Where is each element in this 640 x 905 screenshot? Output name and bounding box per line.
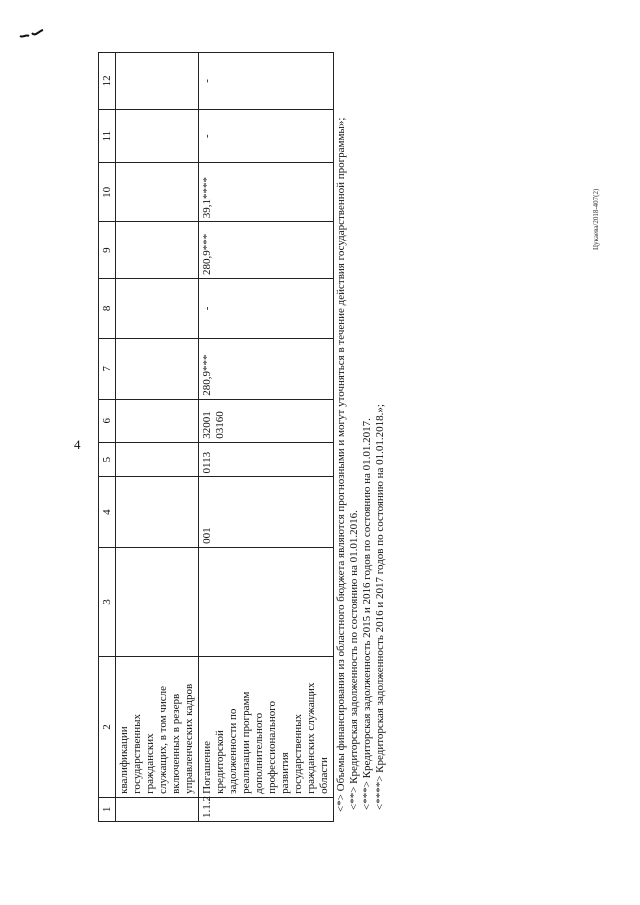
name-line: кредиторской: [214, 730, 226, 794]
name-line: реализации программ: [240, 691, 252, 794]
table-cell: [116, 53, 199, 110]
name-line: квалификации: [118, 726, 130, 794]
column-header: 5: [99, 442, 116, 477]
column-header: 9: [99, 222, 116, 279]
table-cell: [116, 278, 199, 338]
program-table: [98, 52, 334, 822]
code-cell: 0113: [199, 442, 334, 477]
footnotes: [335, 52, 387, 822]
column-header: 10: [99, 163, 116, 222]
column-header: 4: [99, 477, 116, 547]
column-header: 3: [99, 547, 116, 656]
table-cell: [116, 442, 199, 477]
amount-cell: 39,1****: [199, 163, 334, 222]
column-header: 7: [99, 338, 116, 399]
table-cell: [116, 547, 199, 656]
name-line: гражданских служащих: [305, 682, 317, 794]
row-name: [199, 657, 334, 798]
row-name: [116, 657, 199, 798]
name-line: Погашение: [201, 740, 213, 794]
column-header: 1: [99, 797, 116, 821]
name-line: области: [318, 757, 330, 794]
column-3-cell: [199, 547, 334, 656]
column-header: 2: [99, 657, 116, 798]
amount-cell: -: [199, 109, 334, 163]
amount-cell: -: [199, 53, 334, 110]
table-cell: [116, 222, 199, 279]
column-header: 11: [99, 109, 116, 163]
row-number: 1.1.2: [199, 797, 334, 821]
table-cell: [116, 399, 199, 442]
name-line: дополнительного: [253, 712, 265, 794]
amount-cell: -: [199, 278, 334, 338]
amount-cell: 280,9***: [199, 338, 334, 399]
table-cell: [116, 477, 199, 547]
name-line: профессионального: [266, 701, 278, 794]
table-row: [116, 53, 199, 822]
row-number: [116, 797, 199, 821]
table-cell: [116, 338, 199, 399]
name-line: включенных в резерв: [170, 693, 182, 794]
page-number: 4: [74, 437, 81, 452]
column-header: 6: [99, 399, 116, 442]
name-line: развития: [279, 752, 291, 794]
rotated-content: [98, 52, 550, 822]
header-row: [99, 53, 116, 822]
footnote: <***> Кредиторская задолженность 2015 и 2016 годов по состоянию на 01.01.2017.: [361, 418, 373, 810]
column-header: 8: [99, 278, 116, 338]
name-line: гражданских: [144, 733, 156, 794]
column-header: 12: [99, 53, 116, 110]
code-cell: 001: [199, 477, 334, 547]
footnote: <****> Кредиторская задолженность 2016 и 2017 годов по состоянию на 01.01.2018.»;: [374, 404, 386, 810]
ink-mark: [18, 28, 46, 40]
footnote: <**> Кредиторская задолженность по состоянию на 01.01.2016.: [348, 510, 360, 810]
name-line: управленческих кадров: [183, 683, 195, 794]
name-line: государственных: [292, 713, 304, 794]
table-row: [199, 53, 334, 822]
name-line: государственных: [131, 713, 143, 794]
table-cell: [116, 109, 199, 163]
code-cell: 32001 03160: [199, 399, 334, 442]
name-line: служащих, в том числе: [157, 685, 169, 794]
scan-stamp: Цукаева/2018-407(2): [592, 188, 600, 250]
table-cell: [116, 163, 199, 222]
footnote: <*> Объемы финансирования из областного бюджета являются прогнозными и могут уточняться в течение действия государственной программы»;: [335, 117, 347, 812]
amount-cell: 280,9***: [199, 222, 334, 279]
name-line: задолженности по: [227, 708, 239, 794]
